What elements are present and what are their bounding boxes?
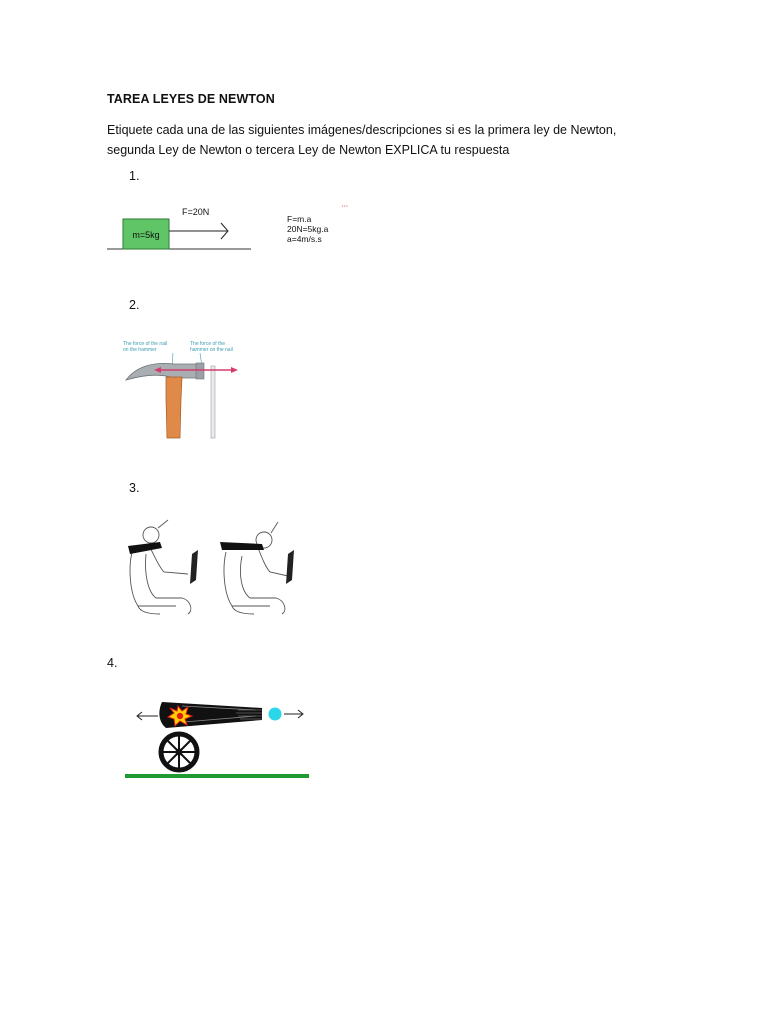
force-label: F=20N: [182, 207, 210, 217]
driver-figure-1: [130, 520, 191, 614]
steering-wheel-1: [190, 550, 198, 584]
hammer-handle: [166, 377, 182, 438]
label-right-2: hammer on the nail: [190, 347, 233, 353]
instructions-text: [107, 120, 667, 160]
item-4-number: 4.: [107, 656, 118, 670]
cannon-recoil-diagram: [122, 688, 312, 784]
steering-wheel-2: [286, 550, 294, 584]
equation-line-2: 20N=5kg.a: [287, 224, 329, 234]
driver-seatbelt-diagram: [118, 514, 323, 626]
item-3-number: 3.: [129, 481, 140, 495]
label-right-1: The force of the: [190, 341, 226, 347]
document-title: TAREA LEYES DE NEWTON: [107, 92, 275, 106]
nail: [211, 366, 215, 438]
item-1-number: 1.: [129, 169, 140, 183]
equation-line-1: F=m.a: [287, 214, 312, 224]
force-block-diagram: [105, 196, 355, 258]
hammer-head: [126, 363, 202, 380]
instructions-line-1: Etiquete cada una de las siguientes imágenes/descripciones si es la primera ley de Newton,: [107, 123, 617, 137]
driver-figure-2: [224, 522, 288, 614]
label-left-2: on the hammer: [123, 347, 157, 353]
item-2-number: 2.: [129, 298, 140, 312]
seatbelt-1: [128, 542, 162, 554]
instructions-line-2: segunda Ley de Newton o tercera Ley de Newton EXPLICA tu respuesta: [107, 143, 510, 157]
seatbelt-2: [220, 542, 264, 550]
hammer-nail-diagram: [110, 330, 260, 440]
mass-label: m=5kg: [132, 230, 160, 240]
equation-line-3: a=4m/s.s: [287, 234, 322, 244]
label-left-1: The force of the nail: [123, 341, 168, 347]
cannonball: [269, 708, 282, 721]
